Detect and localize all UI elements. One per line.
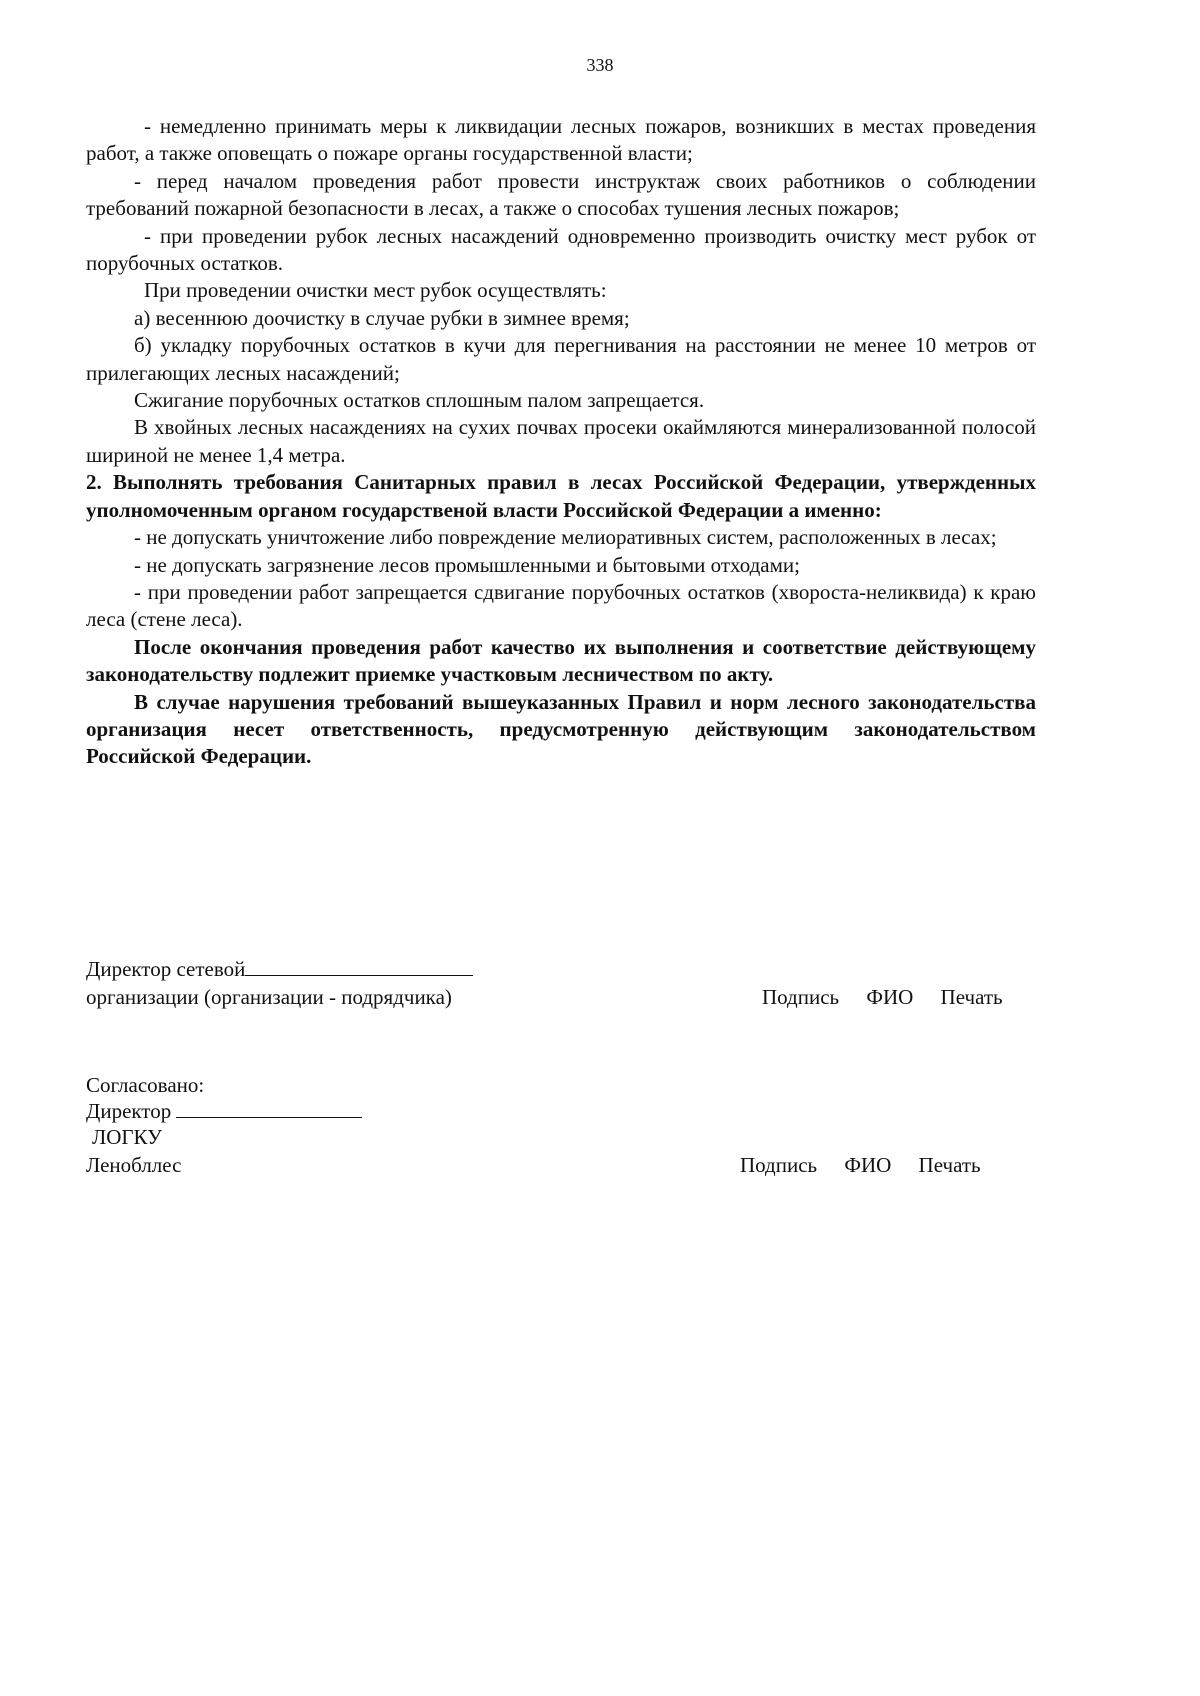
signature-fields-1 bbox=[762, 984, 1003, 1011]
org-lenobles-label: Ленобллес bbox=[86, 1153, 182, 1177]
paragraph-3: - при проведении рубок лесных насаждений одновременно производить очистку мест рубок от порубочных остатков. bbox=[86, 223, 1036, 276]
signature-line bbox=[176, 1099, 362, 1118]
paragraph-5: а) весеннюю доочистку в случае рубки в зимнее время; bbox=[134, 305, 630, 330]
paragraph-12: - при проведении работ запрещается сдвигание порубочных остатков (хвороста-неликвида) к краю леса (стене леса). bbox=[86, 579, 1036, 632]
sign-label: Подпись bbox=[762, 985, 840, 1009]
agreed-label: Согласовано: bbox=[86, 1073, 205, 1097]
stamp-label: Печать bbox=[940, 985, 1003, 1009]
paragraph-11: - не допускать загрязнение лесов промышленными и бытовыми отходами; bbox=[134, 552, 800, 577]
sign-label: Подпись bbox=[740, 1153, 818, 1177]
fio-label: ФИО bbox=[844, 1153, 892, 1177]
paragraph-liability: В случае нарушения требований вышеуказанных Правил и норм лесного законодательства организация несет ответственность, предусмотренную действующим законодательством Российской Федерации. bbox=[86, 689, 1036, 769]
paragraph-acceptance: После окончания проведения работ качество их выполнения и соответствие действующему законодательству подлежит приемке участковым лесничеством по акту. bbox=[86, 634, 1036, 687]
page-number: 338 bbox=[586, 55, 614, 75]
document-body bbox=[86, 113, 1036, 771]
paragraph-10: - не допускать уничтожение либо повреждение мелиоративных систем, расположенных в лесах; bbox=[134, 525, 997, 550]
director-network-label: Директор сетевой bbox=[86, 957, 246, 981]
paragraph-4: При проведении очистки мест рубок осуществлять: bbox=[144, 278, 607, 303]
stamp-label: Печать bbox=[918, 1153, 981, 1177]
paragraph-1: - немедленно принимать меры к ликвидации лесных пожаров, возникших в местах проведения работ, а также оповещать о пожаре органы государственной власти; bbox=[86, 114, 1036, 166]
signature-line bbox=[245, 957, 473, 976]
director-label-row bbox=[86, 1098, 362, 1125]
section-2-heading: 2. Выполнять требования Санитарных правил в лесах Российской Федерации, утвержденных уполномоченным органом государственой власти Российской Федерации а именно: bbox=[86, 470, 1036, 522]
contractor-org-label: организации (организации - подрядчика) bbox=[86, 985, 452, 1009]
director-network-org-label bbox=[86, 956, 473, 983]
paragraph-8: В хвойных лесных насаждениях на сухих почвах просеки окаймляются минерализованной полосой шириной не менее 1,4 метра. bbox=[86, 415, 1036, 467]
fio-label: ФИО bbox=[866, 985, 914, 1009]
paragraph-6: б) укладку порубочных остатков в кучи для перегнивания на расстоянии не менее 10 метров от прилегающих лесных насаждений; bbox=[86, 333, 1036, 385]
paragraph-7: Сжигание порубочных остатков сплошным палом запрещается. bbox=[134, 388, 705, 413]
org-logku-label: ЛОГКУ bbox=[92, 1125, 163, 1149]
director-label: Директор bbox=[86, 1099, 172, 1123]
signature-fields-2 bbox=[740, 1152, 981, 1179]
paragraph-2: - перед началом проведения работ провести инструктаж своих работников о соблюдении требований пожарной безопасности в лесах, а также о способах тушения лесных пожаров; bbox=[86, 168, 1036, 221]
